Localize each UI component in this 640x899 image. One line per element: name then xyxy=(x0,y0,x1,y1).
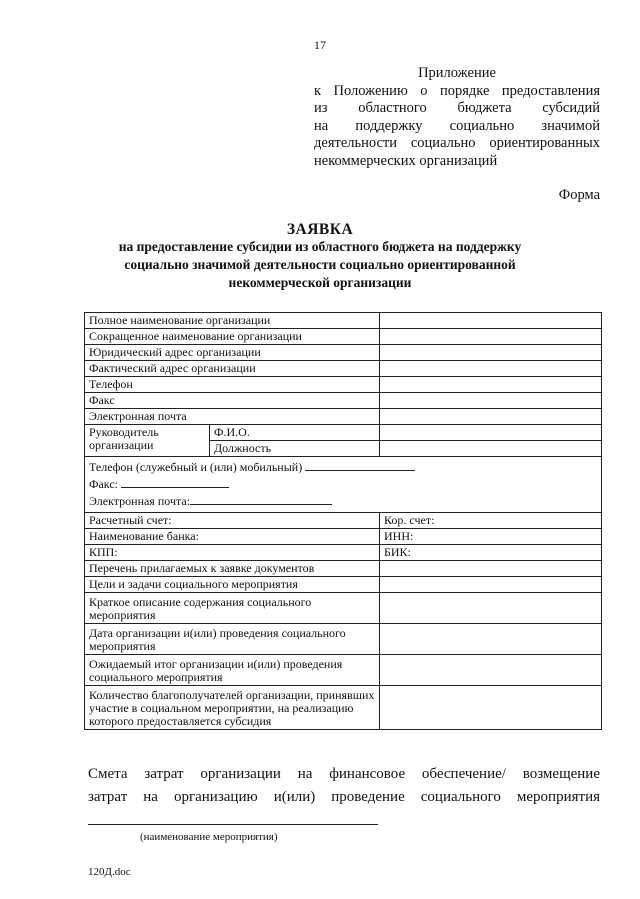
goals-label: Цели и задачи социального мероприятия xyxy=(85,577,380,593)
documents-label: Перечень прилагаемых к заявке документов xyxy=(85,561,380,577)
position-label: Должность xyxy=(210,441,380,457)
table-row xyxy=(85,425,602,441)
appendix-line-2: из областного бюджета субсидий xyxy=(314,100,600,116)
table-row xyxy=(85,393,602,409)
form-label: Форма xyxy=(558,187,600,203)
contacts-block xyxy=(85,457,602,513)
head-label: Руководитель организации xyxy=(85,425,210,457)
full-name-field[interactable] xyxy=(380,313,602,329)
contact-phone-line[interactable] xyxy=(305,459,415,471)
subtitle-line-3: некоммерческой организации xyxy=(228,275,412,290)
fio-field[interactable] xyxy=(380,425,602,441)
table-row xyxy=(85,655,602,686)
goals-field[interactable] xyxy=(380,577,602,593)
actual-address-label: Фактический адрес организации xyxy=(85,361,380,377)
phone-label: Телефон xyxy=(85,377,380,393)
bank-name-label: Наименование банка: xyxy=(85,529,380,545)
table-row xyxy=(85,377,602,393)
legal-address-label: Юридический адрес организации xyxy=(85,345,380,361)
event-name-caption: (наименование мероприятия) xyxy=(140,831,278,843)
table-row xyxy=(85,577,602,593)
contact-email-label: Электронная почта: xyxy=(89,494,191,508)
table-row xyxy=(85,313,602,329)
fax-label: Факс xyxy=(85,393,380,409)
dates-field[interactable] xyxy=(380,624,602,655)
bik-label: БИК: xyxy=(380,545,602,561)
legal-address-field[interactable] xyxy=(380,345,602,361)
kpp-label: КПП: xyxy=(85,545,380,561)
expected-result-label: Ожидаемый итог организации и(или) проведения социального мероприятия xyxy=(85,655,380,686)
appendix-line-5: некоммерческих организаций xyxy=(314,153,498,169)
position-field[interactable] xyxy=(380,441,602,457)
table-row xyxy=(85,561,602,577)
table-row xyxy=(85,361,602,377)
appendix-line-4: деятельности социально ориентированных xyxy=(314,135,600,151)
inn-label: ИНН: xyxy=(380,529,602,545)
appendix-title: Приложение xyxy=(418,65,496,81)
contact-phone-label: Телефон (служебный и (или) мобильный) xyxy=(89,460,303,474)
document-title: ЗАЯВКА xyxy=(286,221,354,238)
description-label: Краткое описание содержания социального мероприятия xyxy=(85,593,380,624)
file-name-footer: 120Д.doc xyxy=(88,866,131,878)
phone-field[interactable] xyxy=(380,377,602,393)
email-label: Электронная почта xyxy=(85,409,380,425)
documents-field[interactable] xyxy=(380,561,602,577)
table-row xyxy=(85,329,602,345)
table-row xyxy=(85,593,602,624)
description-field[interactable] xyxy=(380,593,602,624)
event-name-line[interactable] xyxy=(88,824,378,825)
table-row xyxy=(85,624,602,655)
page-number: 17 xyxy=(314,38,326,52)
table-row xyxy=(85,686,602,730)
contact-fax-label: Факс: xyxy=(89,477,118,491)
short-name-field[interactable] xyxy=(380,329,602,345)
contact-email-line[interactable] xyxy=(190,493,332,505)
corr-account-label: Кор. счет: xyxy=(380,513,602,529)
subtitle-line-1: на предоставление субсидии из областного бюджета на поддержку xyxy=(118,239,522,254)
table-row xyxy=(85,409,602,425)
beneficiaries-field[interactable] xyxy=(380,686,602,730)
actual-address-field[interactable] xyxy=(380,361,602,377)
email-field[interactable] xyxy=(380,409,602,425)
account-label: Расчетный счет: xyxy=(85,513,380,529)
fax-field[interactable] xyxy=(380,393,602,409)
contact-fax-line[interactable] xyxy=(121,476,229,488)
dates-label: Дата организации и(или) проведения социального мероприятия xyxy=(85,624,380,655)
table-row xyxy=(85,529,602,545)
table-row xyxy=(85,545,602,561)
smeta-line-2: затрат на организацию и(или) проведение социального мероприятия xyxy=(88,789,600,805)
subtitle-line-2: социально значимой деятельности социально ориентированной xyxy=(124,257,516,272)
expected-result-field[interactable] xyxy=(380,655,602,686)
appendix-line-3: на поддержку социально значимой xyxy=(314,118,600,134)
table-row xyxy=(85,345,602,361)
beneficiaries-label: Количество благополучателей организации, принявших участие в социальном мероприятии, на реализацию которого предоставляется субсидия xyxy=(85,686,380,730)
full-name-label: Полное наименование организации xyxy=(85,313,380,329)
application-form-table xyxy=(84,312,602,730)
table-row xyxy=(85,457,602,513)
smeta-line-1: Смета затрат организации на финансовое обеспечение/ возмещение xyxy=(88,766,600,782)
table-row xyxy=(85,513,602,529)
short-name-label: Сокращенное наименование организации xyxy=(85,329,380,345)
fio-label: Ф.И.О. xyxy=(210,425,380,441)
appendix-line-1: к Положению о порядке предоставления xyxy=(314,83,600,99)
